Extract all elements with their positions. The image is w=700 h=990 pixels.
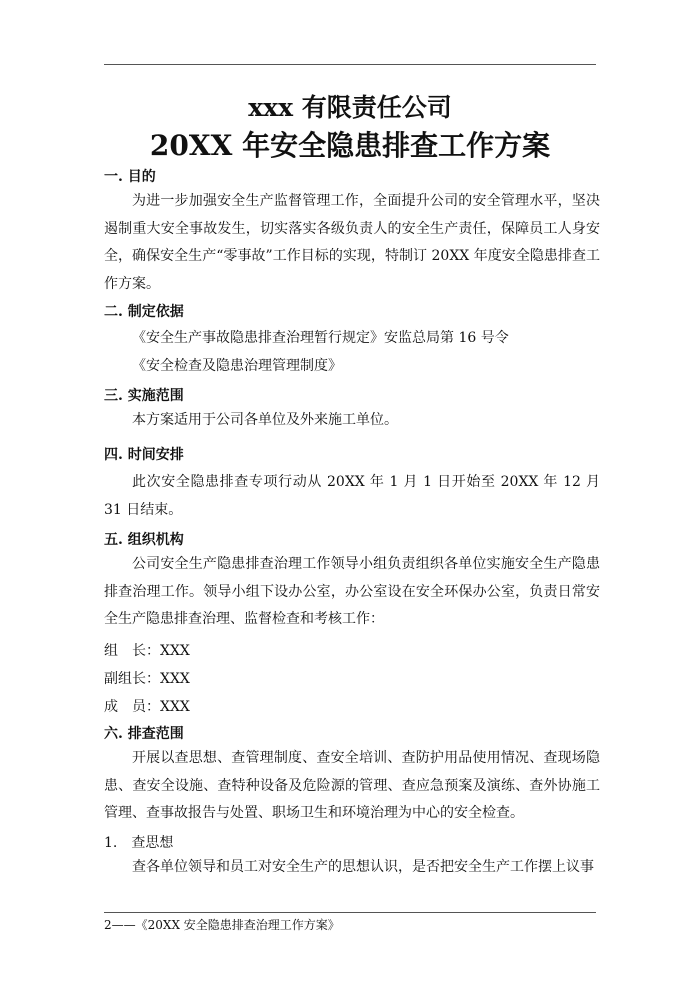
section-3-paragraph: 本方案适用于公司各单位及外来施工单位。 <box>132 412 398 428</box>
section-1-heading: 一. 目的 <box>104 169 156 185</box>
member-leader: 组 长：XXX <box>104 643 190 659</box>
section-3-heading: 三. 实施范围 <box>104 388 184 404</box>
section-5-paragraph: 公司安全生产隐患排查治理工作领导小组负责组织各单位实施安全生产隐患排查治理工作。领导小组下设办公室，办公室设在安全环保办公室，负责日常安全生产隐患排查治理、监督检查和考核工作： <box>104 556 600 627</box>
footer-rule <box>104 912 596 913</box>
section-5-heading: 五. 组织机构 <box>104 532 184 548</box>
page-footer: 2——《20XX 安全隐患排查治理工作方案》 <box>104 918 340 932</box>
member-staff: 成 员：XXX <box>104 699 190 715</box>
basis-item-2: 《安全检查及隐患治理管理制度》 <box>132 358 342 374</box>
basis-item-1: 《安全生产事故隐患排查治理暂行规定》安监总局第 16 号令 <box>132 330 509 346</box>
header-rule <box>104 64 596 65</box>
subsection-paragraph: 查各单位领导和员工对安全生产的思想认识，是否把安全生产工作摆上议事 <box>132 859 594 875</box>
section-4-heading: 四. 时间安排 <box>104 447 184 463</box>
member-deputy: 副组长：XXX <box>104 671 190 687</box>
section-6-paragraph: 开展以查思想、查管理制度、查安全培训、查防护用品使用情况、查现场隐患、查安全设施、查特种设备及危险源的管理、查应急预案及演练、查外协施工管理、查事故报告与处置、职场卫生和环境治理为中心的安全检查。 <box>104 750 600 821</box>
section-2-heading: 二. 制定依据 <box>104 304 184 320</box>
section-1-paragraph: 为进一步加强安全生产监督管理工作，全面提升公司的安全管理水平，坚决遏制重大安全事故发生，切实落实各级负责人的安全生产责任，保障员工人身安全，确保安全生产“零事故”工作目标的实现，特制订 20XX 年度安全隐患排查工作方案。 <box>104 193 600 292</box>
company-title: xxx 有限责任公司 <box>248 93 452 122</box>
subsection-heading: 1. 查思想 <box>104 835 174 851</box>
section-4-paragraph: 此次安全隐患排查专项行动从 20XX 年 1 月 1 日开始至 20XX 年 12 月 31 日结束。 <box>104 474 600 518</box>
section-6-heading: 六. 排查范围 <box>104 726 184 742</box>
document-title: 20XX 年安全隐患排查工作方案 <box>149 129 551 162</box>
